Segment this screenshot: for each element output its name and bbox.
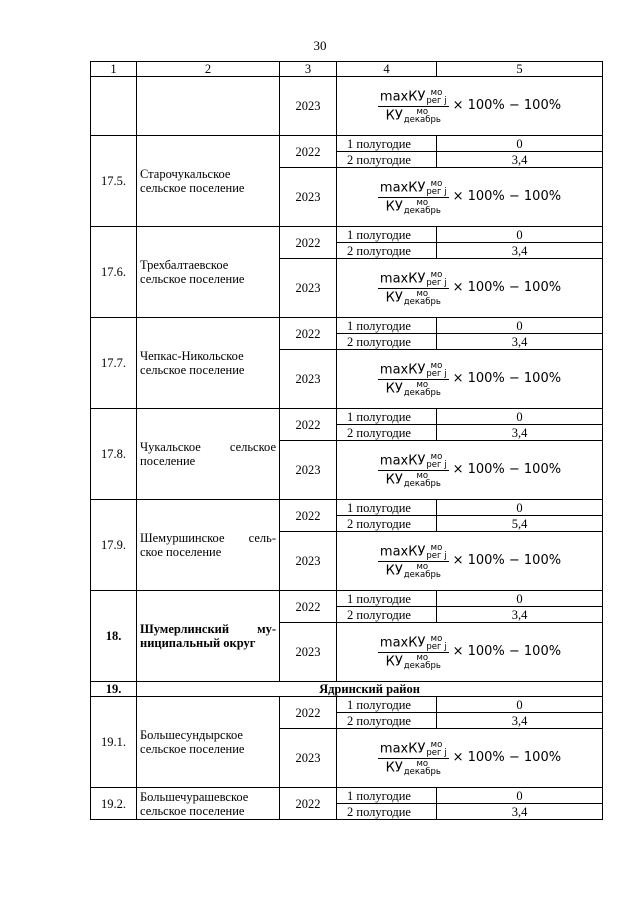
growth-formula: maxКУ мо рег j КУ мо декабрь × 100% − 100% <box>379 269 562 307</box>
entity-name: Чукальское сельское поселение <box>137 409 280 500</box>
half-label: 1 полугодие <box>337 136 437 152</box>
page-number: 30 <box>313 38 327 53</box>
half-value: 3,4 <box>437 804 603 820</box>
half-label: 1 полугодие <box>337 227 437 243</box>
growth-formula: maxКУ мо рег j КУ мо декабрь × 100% − 100% <box>379 542 562 580</box>
formula-cell <box>337 532 603 591</box>
formula-cell <box>337 729 603 788</box>
half-label: 2 полугодие <box>337 152 437 168</box>
empty-cell <box>91 77 137 136</box>
entity-number: 19.2. <box>91 788 137 820</box>
district-name: Ядринский район <box>137 682 603 697</box>
formula-cell <box>337 441 603 500</box>
entity-number: 17.7. <box>91 318 137 409</box>
entity-name: Шумерлинский му-ниципальный округ <box>137 591 280 682</box>
half-label: 1 полугодие <box>337 591 437 607</box>
growth-formula: maxКУ мо рег j КУ мо декабрь × 100% − 100% <box>379 360 562 398</box>
formula-cell <box>337 623 603 682</box>
half-value: 0 <box>437 591 603 607</box>
tariff-table <box>90 61 603 820</box>
entity-row <box>91 591 603 607</box>
half-label: 1 полугодие <box>337 318 437 334</box>
entity-row <box>91 500 603 516</box>
year-cell: 2022 <box>280 697 337 729</box>
entity-name: Чепкас-Никольское сельское поселение <box>137 318 280 409</box>
entity-name: Шемуршинское сель-ское поселение <box>137 500 280 591</box>
half-value: 3,4 <box>437 713 603 729</box>
col-header-4: 4 <box>337 62 437 77</box>
col-header-1: 1 <box>91 62 137 77</box>
growth-formula: maxКУ мо рег j КУ мо декабрь × 100% − 100% <box>379 633 562 671</box>
entity-number: 18. <box>91 591 137 682</box>
entity-name: Старочукальское сельское поселение <box>137 136 280 227</box>
half-value: 0 <box>437 227 603 243</box>
half-label: 1 полугодие <box>337 697 437 713</box>
entity-name: Трехбалтаевское сельское поселение <box>137 227 280 318</box>
half-label: 2 полугодие <box>337 713 437 729</box>
entity-name: Большесундырское сельское поселение <box>137 697 280 788</box>
half-label: 2 полугодие <box>337 804 437 820</box>
entity-row <box>91 318 603 334</box>
entity-row <box>91 136 603 152</box>
year-cell: 2022 <box>280 136 337 168</box>
year-cell: 2023 <box>280 77 337 136</box>
half-value: 0 <box>437 500 603 516</box>
entity-number: 17.5. <box>91 136 137 227</box>
year-cell: 2023 <box>280 350 337 409</box>
formula-cell <box>337 168 603 227</box>
entity-row <box>91 227 603 243</box>
half-value: 5,4 <box>437 516 603 532</box>
entity-number: 19.1. <box>91 697 137 788</box>
formula-cell <box>337 77 603 136</box>
entity-row <box>91 788 603 804</box>
half-value: 0 <box>437 788 603 804</box>
district-number: 19. <box>91 682 137 697</box>
continuation-row <box>91 77 603 136</box>
growth-formula: maxКУ мо рег j КУ мо декабрь × 100% − 100% <box>379 739 562 777</box>
half-label: 2 полугодие <box>337 607 437 623</box>
half-value: 0 <box>437 136 603 152</box>
half-value: 3,4 <box>437 425 603 441</box>
year-cell: 2023 <box>280 441 337 500</box>
half-label: 1 полугодие <box>337 409 437 425</box>
entity-name: Большечурашевское сельское поселение <box>137 788 280 820</box>
half-label: 2 полугодие <box>337 425 437 441</box>
entity-number: 17.9. <box>91 500 137 591</box>
entity-row <box>91 697 603 713</box>
half-label: 1 полугодие <box>337 788 437 804</box>
entity-number: 17.6. <box>91 227 137 318</box>
year-cell: 2023 <box>280 729 337 788</box>
col-header-5: 5 <box>437 62 603 77</box>
growth-formula: maxКУ мо рег j КУ мо декабрь × 100% − 100% <box>379 87 562 125</box>
half-value: 3,4 <box>437 152 603 168</box>
formula-cell <box>337 259 603 318</box>
half-value: 3,4 <box>437 243 603 259</box>
district-row <box>91 682 603 697</box>
half-label: 2 полугодие <box>337 243 437 259</box>
half-value: 0 <box>437 697 603 713</box>
formula-cell <box>337 350 603 409</box>
half-label: 2 полугодие <box>337 516 437 532</box>
year-cell: 2023 <box>280 532 337 591</box>
year-cell: 2022 <box>280 788 337 820</box>
year-cell: 2023 <box>280 168 337 227</box>
header-row <box>91 62 603 77</box>
entity-row <box>91 409 603 425</box>
col-header-2: 2 <box>137 62 280 77</box>
year-cell: 2022 <box>280 409 337 441</box>
half-value: 0 <box>437 409 603 425</box>
year-cell: 2023 <box>280 623 337 682</box>
entity-number: 17.8. <box>91 409 137 500</box>
year-cell: 2022 <box>280 500 337 532</box>
half-label: 2 полугодие <box>337 334 437 350</box>
half-label: 1 полугодие <box>337 500 437 516</box>
half-value: 3,4 <box>437 607 603 623</box>
growth-formula: maxКУ мо рег j КУ мо декабрь × 100% − 100% <box>379 451 562 489</box>
year-cell: 2023 <box>280 259 337 318</box>
year-cell: 2022 <box>280 591 337 623</box>
growth-formula: maxКУ мо рег j КУ мо декабрь × 100% − 100% <box>379 178 562 216</box>
empty-cell <box>137 77 280 136</box>
half-value: 0 <box>437 318 603 334</box>
half-value: 3,4 <box>437 334 603 350</box>
year-cell: 2022 <box>280 318 337 350</box>
col-header-3: 3 <box>280 62 337 77</box>
year-cell: 2022 <box>280 227 337 259</box>
